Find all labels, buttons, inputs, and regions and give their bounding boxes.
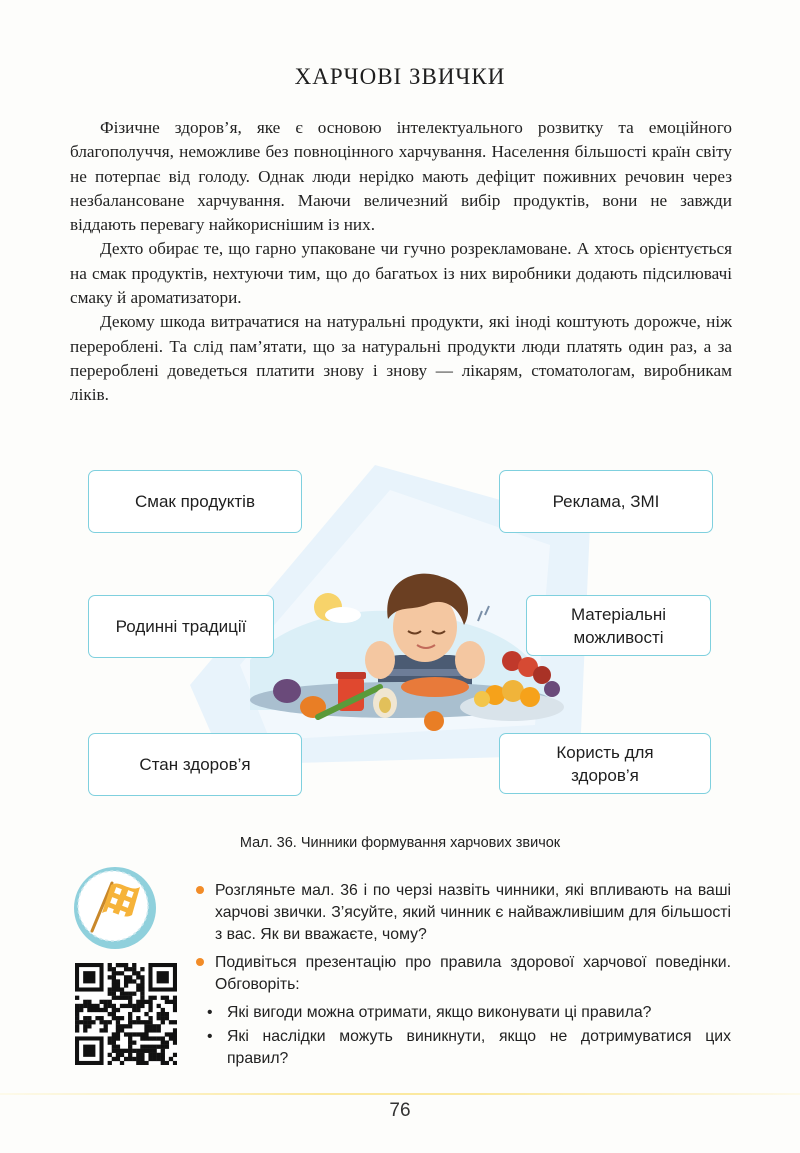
page-title: ХАРЧОВІ ЗВИЧКИ <box>294 64 506 89</box>
factor-health-state: Стан здоров’я <box>88 733 302 796</box>
factor-taste: Смак продуктів <box>88 470 302 533</box>
bullet-icon: • <box>207 1004 213 1021</box>
paragraph: Дехто обирає те, що гарно упаковане чи гучно розрекламоване. А хтось орієнтується на смак продуктів, нехтуючи тим, що до багатьох із них виробники додають підсилювачі смаку й ароматизатори. <box>70 239 732 308</box>
qr-code-icon[interactable] <box>75 963 177 1065</box>
footer-divider <box>0 1093 800 1095</box>
bullet-icon: • <box>207 1028 213 1045</box>
checkered-flag-icon <box>72 865 158 951</box>
page-number: 76 <box>389 1100 411 1121</box>
task-item <box>195 880 731 946</box>
task-subitem <box>195 1002 731 1024</box>
figure-36 <box>80 455 720 815</box>
paragraph: Декому шкода витрачатися на натуральні продукти, які іноді коштують дорожче, ніж перероблені. Та слід пам’ятати, що за натуральні продукти люди платять один раз, а за перероблені доведеться платити знову і знову — лікарям, стоматологам, виробникам ліків. <box>70 312 732 405</box>
factor-health-benefit: Користь для здоров’я <box>499 733 711 794</box>
main-text <box>70 116 732 408</box>
factor-advertising-media: Реклама, ЗМІ <box>499 470 713 533</box>
factor-financial-means: Матеріальні можливості <box>526 595 711 656</box>
task-subitem <box>195 1026 731 1070</box>
subitem-text: Які вигоди можна отримати, якщо виконувати ці правила? <box>227 1004 652 1021</box>
task-list <box>195 880 731 1070</box>
subitem-text: Які наслідки можуть виникнути, якщо не дотримуватися цих правил? <box>227 1028 731 1067</box>
task-item <box>195 952 731 996</box>
factor-family-traditions: Родинні традиції <box>88 595 274 658</box>
paragraph: Фізичне здоров’я, яке є основою інтелектуального розвитку та емоційного благополуччя, неможливе без повноцінного харчування. Населення більшості країн світу не потерпає від голоду. Однак люди нерідко мають дефіцит поживних речовин через незбалансоване харчування. Маючи величезний вибір продуктів, вони не завжди віддають перевагу найкориснішим із них. <box>70 118 732 235</box>
task-text: Подивіться презентацію про правила здорової харчової поведінки. Обговоріть: <box>215 954 731 993</box>
figure-caption: Мал. 36. Чинники формування харчових звичок <box>239 835 561 851</box>
task-text: Розгляньте мал. 36 і по черзі назвіть чинники, які впливають на ваші харчові звички. З’ясуйте, який чинник є найважливішим для більшості з вас. Як ви вважаєте, чому? <box>215 882 731 943</box>
orange-bullet-icon <box>196 958 204 966</box>
orange-bullet-icon <box>196 886 204 894</box>
